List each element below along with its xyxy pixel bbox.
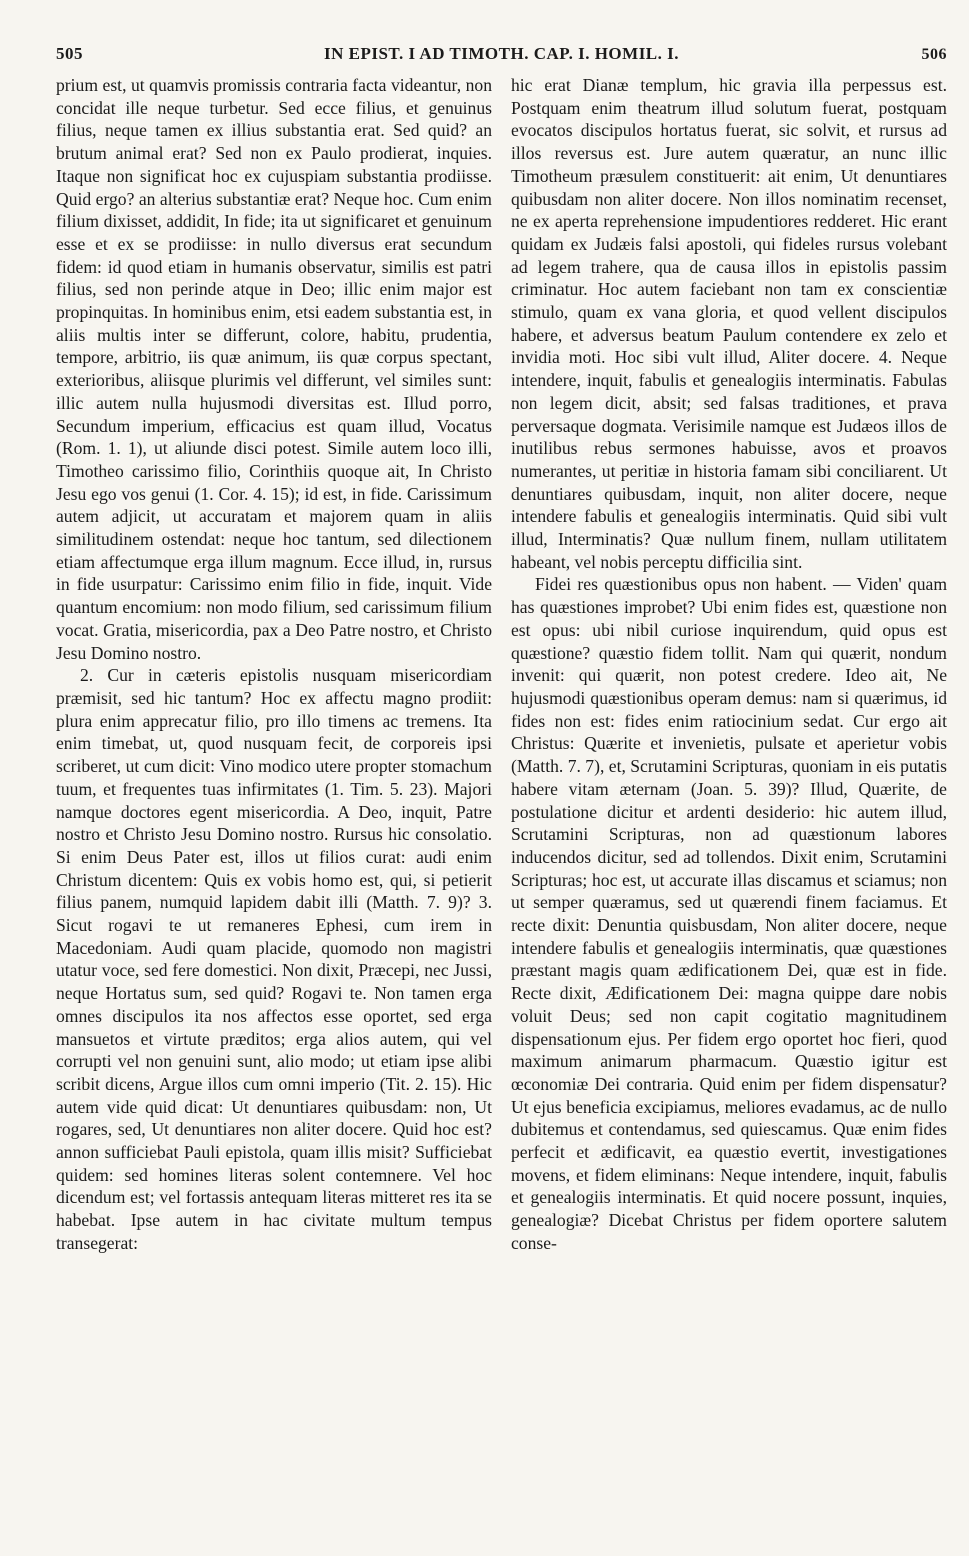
- running-title: IN EPIST. I AD TIMOTH. CAP. I. HOMIL. I.: [323, 44, 680, 63]
- text-columns: [56, 74, 947, 1255]
- left-column: [56, 74, 492, 1255]
- paragraph: Fidei res quæstionibus opus non habent. — Viden' quam has quæstiones improbet? Ubi enim fides est, quæstione non est opus: ubi nibil curiose inquirendum, quid opus est quæstione? quæstio fidem tollit. Nam qui quærit, nondum invenit: qui quærit, non potest credere. Ideo ait, Ne hujusmodi quæstionibus operam demus: nam si quærimus, id fides non est: fides enim ratiocinium sedat. Cur ergo ait Christus: Quærite et invenietis, pulsate et aperietur vobis (Matth. 7. 7), et, Scrutamini Scripturas, quoniam in eis putatis habere vitam æternam (Joan. 5. 39)? Illud, Quærite, de postulatione dicitur et ardenti desiderio: hic autem illud, Scrutamini Scripturas, non ad quæstionum labores inducendos dicitur, sed ad tollendos. Dixit enim, Scrutamini Scripturas; hoc est, ut accurate illas discamus et sciamus; non ut semper quæramus, sed ut quærendi finem faciamus. Et recte dixit: Denuntia quisbusdam, Non aliter docere, neque intendere fabulis et genealogiis interminatis, quæ quæstiones præstant magis quam ædificationem Dei, quæ est in fide. Recte dixit, Ædificationem Dei: magna quippe dare nobis voluit Deus; sed non capit cogitatio magnitudinem dispensationum ejus. Per fidem ergo oportet hoc fieri, quod maximum animarum pharmacum. Quæstio igitur est œconomiæ Dei contraria. Quid enim per fidem dispensatur? Ut ejus beneficia excipiamus, meliores evadamus, ac de nullo dubitemus et contendamus, sed quiescamus. Quæ enim fides perfecit et ædificavit, ea quæstio evertit, investigationes movens, et fidem eliminans: Neque intendere, inquit, fabulis et genealogiis interminatis. Et quid nocere possunt, inquies, genealogiæ? Dicebat Christus per fidem oportere salutem conse-: [511, 574, 947, 1253]
- right-column: [511, 74, 947, 1255]
- page-number-right: 506: [921, 46, 947, 63]
- page-number-left: 505: [56, 44, 83, 63]
- paragraph: hic erat Dianæ templum, hic gravia illa perpessus est. Postquam enim theatrum illud solutum fuerat, postquam evocatos discipulos hortatus fuerat, sic solvit, et rursus ad illos reversus est. Jure autem quæratur, an nunc illic Timotheum præsulem constituerit: ait enim, Ut denuntiares quibusdam non aliter docere. Non illos nominatim recenset, ne ex aperta reprehensione impudentiores redderet. Hic erant quidam ex Judæis falsi apostoli, qui fideles rursus volebant ad legem trahere, qua de causa illos in epistolis passim criminatur. Hoc autem faciebant non tam ex conscientiæ stimulo, quam ex vana gloria, et quod vellent discipulos habere, et adversus beatum Paulum contendere ex zelo et invidia moti. Hoc sibi vult illud, Aliter docere. 4. Neque intendere, inquit, fabulis et genealogiis interminatis. Fabulas non legem dicit, absit; sed falsas traditiones, et prava perversaque dogmata. Verisimile namque est Judæos illos de inutilibus rebus sermones habuisse, avos et proavos numerantes, ut peritiæ in historia famam sibi conciliarent. Ut denuntiares quibusdam, inquit, non aliter docere, neque intendere fabulis et genealogiis interminatis. Quid sibi vult illud, Interminatis? Quæ nullum finem, nullam utilitatem habeant, vel nobis perceptu difficilia sint.: [511, 75, 947, 572]
- running-header: [56, 40, 947, 70]
- paragraph: 2. Cur in cæteris epistolis nusquam misericordiam præmisit, sed hic tantum? Hoc ex affectu magno prodiit: plura enim apprecatur filio, pro illo timens ac tremens. Ita enim timebat, ut, quod nusquam fecit, de corporeis ipsi scriberet, ut cum dicit: Vino modico utere propter stomachum tuum, et frequentes tuas infirmitates (1. Tim. 5. 23). Majori namque doctores egent misericordia. A Deo, inquit, Patre nostro et Christo Jesu Domino nostro. Rursus hic consolatio. Si enim Deus Pater est, illos ut filios curat: audi enim Christum dicentem: Quis ex vobis homo est, qui, si petierit filius panem, numquid lapidem dabit illi (Matth. 7. 9)? 3. Sicut rogavi te ut remaneres Ephesi, cum irem in Macedoniam. Audi quam placide, quomodo non magistri utatur voce, sed fere domestici. Non dixit, Præcepi, nec Jussi, neque Hortatus sum, sed quid? Rogavi te. Non tamen erga omnes discipulos ita nos affectos esse oportet, sed erga mansuetos et virtute præditos; erga alios autem, qui vel corrupti vel non genuini sunt, alio modo; ut etiam ipse alibi scribit dicens, Argue illos cum omni imperio (Tit. 2. 15). Hic autem vide quid dicat: Ut denuntiares quibusdam: non, Ut rogares, sed, Ut denuntiares non aliter docere. Quid hoc est? annon sufficiebat Pauli epistola, quam illis misit? Sufficiebat quidem: sed homines literas solent contemnere. Vel hoc dicendum est; vel fortassis antequam literas mitteret res ita se habebat. Ipse autem in hac civitate multum tempus transegerat:: [56, 665, 492, 1253]
- paragraph: prium est, ut quamvis promissis contraria facta videantur, non concidat ille neque turbetur. Sed ecce filius, et genuinus filius, neque tamen ex illius substantia erat. Sed quid? an brutum animal erat? Sed non ex Paulo prodierat, inquies. Itaque non significat hoc ex cujuspiam substantia prodiisse. Quid ergo? an alterius substantiæ erat? Neque hoc. Cum enim filium dixisset, addidit, In fide; ita ut significaret et genuinum esse et ex se prodiisse: in nullo diversus erat secundum fidem: id quod etiam in humanis observatur, similis est patri filius, sed non perinde atque in Deo; illic enim major est propinquitas. In hominibus enim, etsi eadem substantia est, in aliis multis inter se differunt, colore, habitu, prudentia, tempore, arbitrio, iis quæ animum, iis quæ corpus spectant, exterioribus, aliisque plurimis vel differunt, vel similes sunt: illic autem nulla hujusmodi diversitas est. Illud porro, Secundum imperium, efficacius est quam illud, Vocatus (Rom. 1. 1), ut aliunde disci potest. Simile autem loco illi, Timotheo carissimo filio, Corinthiis quoque ait, In Christo Jesu ego vos genui (1. Cor. 4. 15); id est, in fide. Carissimum autem adjicit, ut accuratam et majorem quam in aliis similitudinem ostendat: neque hoc tantum, sed dilectionem etiam affectumque erga illum magnum. Ecce illud, in, rursus in fide usurpatur: Carissimo enim filio in fide, inquit. Vide quantum encomium: non modo filium, sed carissimum filium vocat. Gratia, misericordia, pax a Deo Patre nostro, et Christo Jesu Domino nostro.: [56, 75, 492, 663]
